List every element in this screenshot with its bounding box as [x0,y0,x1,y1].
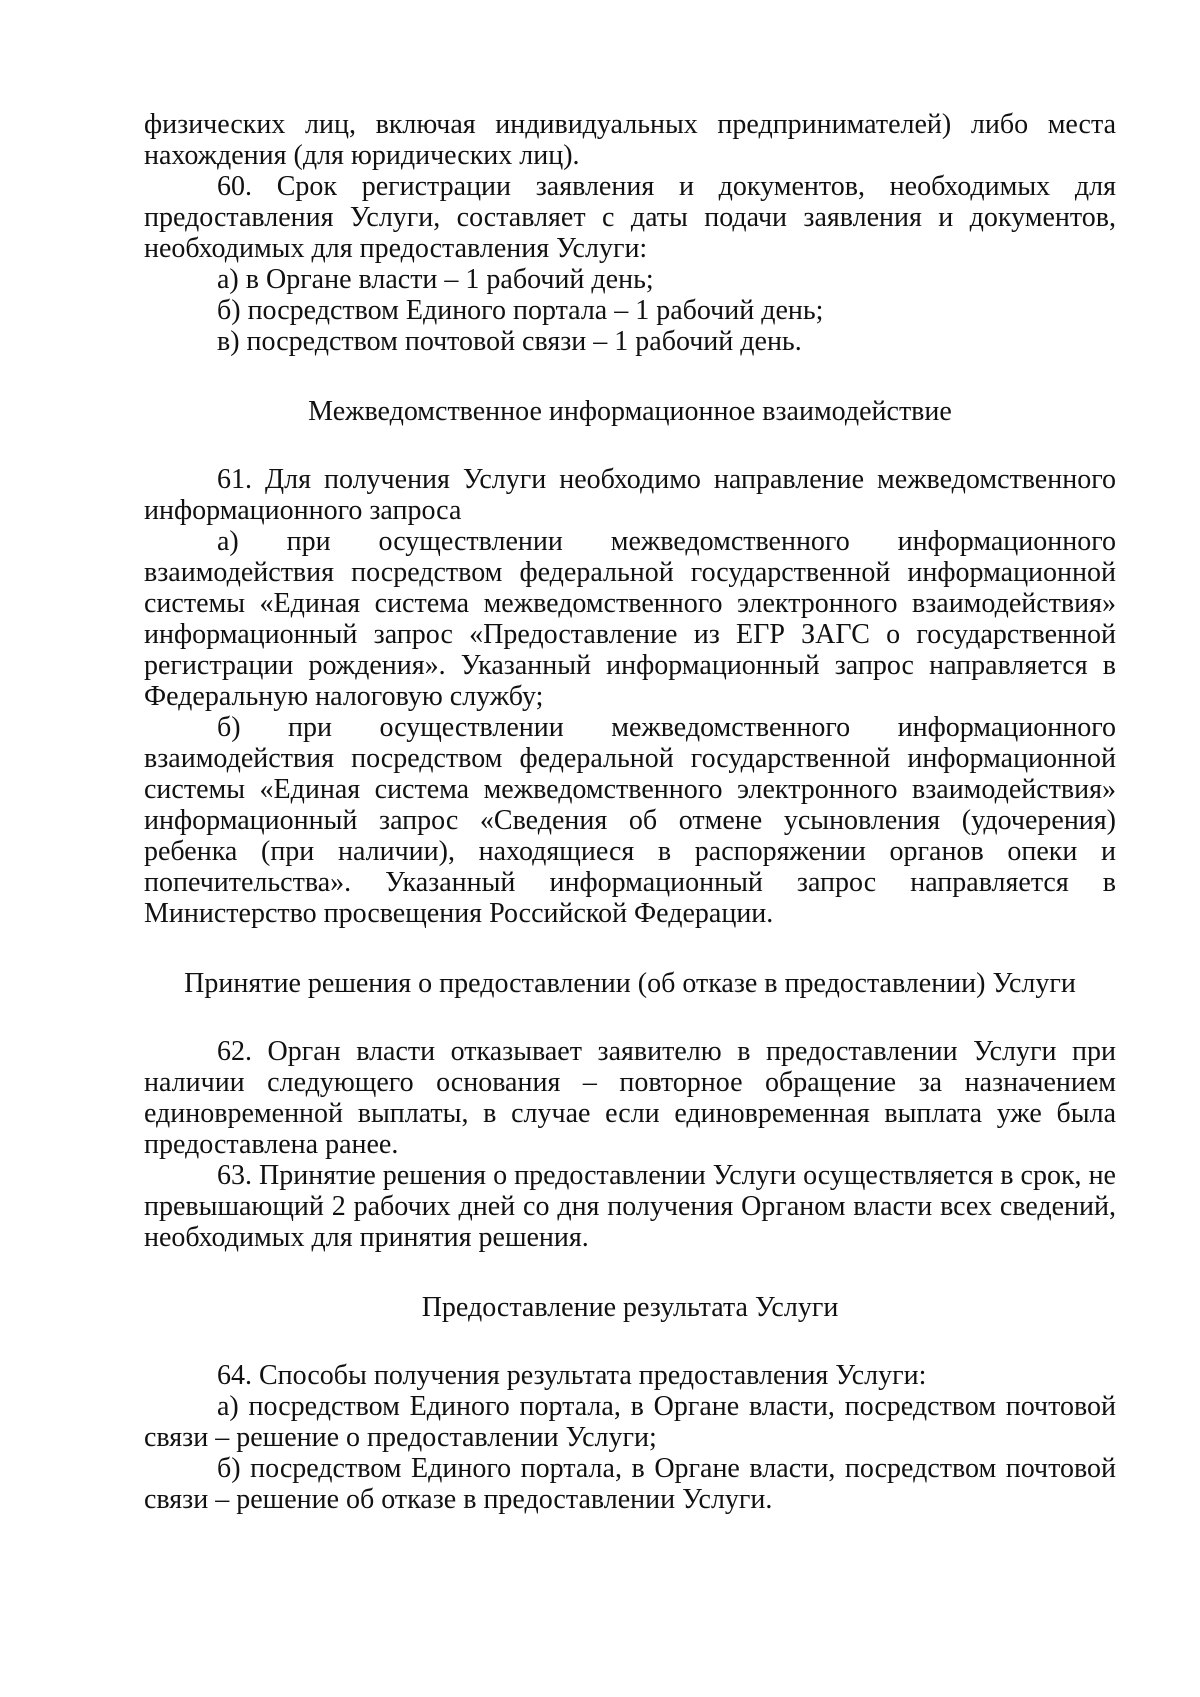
paragraph-64-a: а) посредством Единого портала, в Органе власти, посредством почтовой связи – решение о предоставлении Услуги; [144,1391,1116,1453]
paragraph-64: 64. Способы получения результата предоставления Услуги: [217,1360,927,1391]
paragraph-62: 62. Орган власти отказывает заявителю в предоставлении Услуги при наличии следующего основания – повторное обращение за назначением единовременной выплаты, в случае если единовременная выплата уже была предоставлена ранее. [144,1036,1116,1160]
paragraph-60-c: в) посредством почтовой связи – 1 рабочий день. [217,326,802,357]
paragraph-60-a: а) в Органе власти – 1 рабочий день; [217,264,654,295]
paragraph-continuation: физических лиц, включая индивидуальных предпринимателей) либо места нахождения (для юридических лиц). [144,109,1116,171]
paragraph-61-b: б) при осуществлении межведомственного информационного взаимодействия посредством федеральной государственной информационной системы «Единая система межведомственного электронного взаимодействия» информационный запрос «Сведения об отмене усыновления (удочерения) ребенка (при наличии), находящиеся в распоряжении органов опеки и попечительства». Указанный информационный запрос направляется в Министерство просвещения Российской Федерации. [144,712,1116,929]
paragraph-64-b: б) посредством Единого портала, в Органе власти, посредством почтовой связи – решение об отказе в предоставлении Услуги. [144,1453,1116,1515]
paragraph-61: 61. Для получения Услуги необходимо направление межведомственного информационного запроса [144,464,1116,526]
section-heading-result: Предоставление результата Услуги [421,1292,839,1323]
paragraph-61-a: а) при осуществлении межведомственного информационного взаимодействия посредством федеральной государственной информационной системы «Единая система межведомственного электронного взаимодействия» информационный запрос «Предоставление из ЕГР ЗАГС о государственной регистрации рождения». Указанный информационный запрос направляется в Федеральную налоговую службу; [144,526,1116,712]
paragraph-60: 60. Срок регистрации заявления и документов, необходимых для предоставления Услуги, составляет с даты подачи заявления и документов, необходимых для предоставления Услуги: [144,171,1116,264]
paragraph-60-b: б) посредством Единого портала – 1 рабочий день; [217,295,824,326]
section-heading-interagency: Межведомственное информационное взаимодействие [308,396,952,427]
section-heading-decision: Принятие решения о предоставлении (об отказе в предоставлении) Услуги [184,968,1076,999]
paragraph-63: 63. Принятие решения о предоставлении Услуги осуществляется в срок, не превышающий 2 рабочих дней со дня получения Органом власти всех сведений, необходимых для принятия решения. [144,1160,1116,1253]
